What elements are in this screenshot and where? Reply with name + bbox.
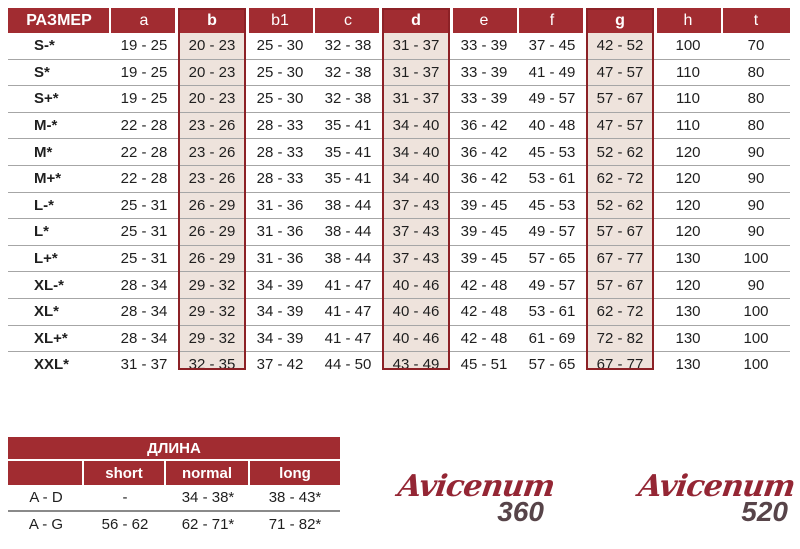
logo-avicenum-360 [395, 469, 557, 527]
size-cell-b1: 34 - 39 [246, 325, 314, 352]
size-cell-d: 40 - 46 [382, 272, 450, 299]
size-table-header-row [8, 8, 790, 33]
size-cell-f: 49 - 57 [518, 272, 586, 299]
length-cell: 71 - 82* [268, 516, 322, 533]
size-cell-c: 41 - 47 [314, 298, 382, 325]
size-cell-d: 40 - 46 [382, 298, 450, 325]
size-label: XL* [8, 298, 110, 325]
size-cell-b: 20 - 23 [178, 59, 246, 86]
size-cell-b: 20 - 23 [178, 86, 246, 113]
size-cell-h: 130 [654, 352, 722, 378]
size-cell-t: 70 [747, 37, 765, 55]
size-cell-t: 80 [722, 59, 790, 86]
size-cell-g: 42 - 52 [596, 37, 644, 55]
column-header-h: h [654, 8, 722, 33]
size-cell-c: 41 - 47 [314, 272, 382, 299]
header-gap [109, 8, 111, 33]
size-cell-b: 23 - 26 [178, 165, 246, 192]
length-row-ad [8, 485, 340, 510]
size-cell-t: 80 [722, 112, 790, 139]
logo-brand-text: Avicenum [395, 469, 557, 504]
header-gap [450, 8, 453, 33]
size-cell-c: 38 - 44 [314, 219, 382, 246]
size-cell-f: 45 - 53 [518, 139, 586, 166]
size-cell-c: 38 - 44 [314, 192, 382, 219]
size-cell-t: 100 [722, 352, 790, 378]
size-row-xl [8, 298, 790, 325]
size-label: S* [8, 59, 110, 86]
size-cell-h: 130 [654, 325, 722, 352]
column-header-size: РАЗМЕР [8, 8, 110, 33]
size-label: S+* [8, 86, 110, 113]
size-cell-b: 29 - 32 [178, 272, 246, 299]
size-label: XXL* [8, 352, 110, 378]
size-cell-e: 39 - 45 [450, 245, 518, 272]
size-cell-c: 44 - 50 [314, 352, 382, 378]
size-cell-e: 33 - 39 [450, 59, 518, 86]
size-label: M* [8, 139, 110, 166]
size-cell-a: 31 - 37 [110, 352, 178, 378]
size-cell-h: 120 [654, 165, 722, 192]
size-cell-b1: 31 - 36 [246, 219, 314, 246]
size-cell-b1: 25 - 30 [246, 59, 314, 86]
size-cell-e: 42 - 48 [450, 325, 518, 352]
size-table-grid [8, 8, 790, 378]
length-table [8, 437, 340, 537]
size-label: L+* [8, 245, 110, 272]
size-cell-b1: 37 - 42 [246, 352, 314, 378]
size-cell-f: 49 - 57 [518, 86, 586, 113]
size-cell-d: 37 - 43 [382, 245, 450, 272]
size-cell-h: 110 [654, 59, 722, 86]
size-cell-b: 23 - 26 [178, 139, 246, 166]
size-cell-a: 28 - 34 [110, 298, 178, 325]
size-cell-b: 29 - 32 [178, 325, 246, 352]
size-cell-f: 45 - 53 [518, 192, 586, 219]
column-header-e: e [450, 8, 518, 33]
header-gap [313, 8, 315, 33]
size-cell-f: 41 - 49 [518, 59, 586, 86]
size-cell-g: 52 - 62 [586, 139, 654, 166]
size-cell-f: 49 - 57 [518, 219, 586, 246]
length-column-header-short: short [84, 461, 164, 485]
size-row-m [8, 165, 790, 192]
size-row-xxl [8, 352, 790, 378]
size-cell-g: 62 - 72 [586, 165, 654, 192]
size-cell-d: 37 - 43 [382, 192, 450, 219]
size-cell-t: 90 [722, 139, 790, 166]
size-cell-e: 33 - 39 [450, 86, 518, 113]
size-cell-t: 100 [722, 245, 790, 272]
size-cell-g: 57 - 67 [586, 219, 654, 246]
size-cell-a: 19 - 25 [110, 86, 178, 113]
size-cell-b1: 25 - 30 [256, 37, 304, 55]
size-cell-a: 19 - 25 [120, 37, 168, 55]
length-cell: 56 - 62 [101, 516, 149, 533]
size-label: L* [8, 219, 110, 246]
size-cell-c: 35 - 41 [314, 112, 382, 139]
size-cell-f: 61 - 69 [518, 325, 586, 352]
size-cell-g: 67 - 77 [586, 245, 654, 272]
size-cell-d: 31 - 37 [392, 37, 440, 55]
length-table-title: ДЛИНА [8, 437, 340, 459]
column-header-c: c [314, 8, 382, 33]
size-cell-f: 37 - 45 [528, 37, 576, 55]
size-cell-f: 53 - 61 [518, 298, 586, 325]
size-cell-e: 36 - 42 [450, 165, 518, 192]
size-cell-d: 34 - 40 [382, 112, 450, 139]
size-row-l [8, 192, 790, 219]
column-header-f: f [518, 8, 586, 33]
size-cell-a: 22 - 28 [110, 139, 178, 166]
logo-model-number: 360 [497, 496, 544, 527]
size-cell-a: 25 - 31 [110, 245, 178, 272]
size-cell-c: 38 - 44 [314, 245, 382, 272]
logo-avicenum-520 [634, 469, 797, 527]
size-cell-g: 47 - 57 [586, 59, 654, 86]
length-subheader-empty [8, 461, 82, 485]
size-label: XL-* [8, 272, 110, 299]
size-row-s [8, 33, 790, 59]
size-cell-t: 90 [722, 272, 790, 299]
size-cell-b: 26 - 29 [178, 219, 246, 246]
size-cell-g: 57 - 67 [586, 86, 654, 113]
size-cell-h: 110 [654, 86, 722, 113]
size-cell-e: 36 - 42 [450, 112, 518, 139]
size-cell-a: 28 - 34 [110, 272, 178, 299]
length-row-ag [8, 510, 340, 537]
size-cell-b: 26 - 29 [178, 245, 246, 272]
size-cell-c: 32 - 38 [314, 86, 382, 113]
size-cell-b1: 34 - 39 [246, 298, 314, 325]
logo-brand-text: Avicenum [636, 469, 797, 504]
size-cell-d: 34 - 40 [382, 165, 450, 192]
size-cell-b: 26 - 29 [178, 192, 246, 219]
size-cell-d: 34 - 40 [382, 139, 450, 166]
size-label: S-* [34, 37, 55, 55]
size-cell-f: 53 - 61 [518, 165, 586, 192]
size-cell-c: 35 - 41 [314, 139, 382, 166]
length-cell: 34 - 38* [181, 489, 235, 506]
size-cell-e: 39 - 45 [450, 219, 518, 246]
size-cell-h: 120 [654, 192, 722, 219]
size-cell-g: 52 - 62 [586, 192, 654, 219]
size-label: M+* [8, 165, 110, 192]
size-cell-e: 45 - 51 [450, 352, 518, 378]
size-cell-d: 31 - 37 [382, 86, 450, 113]
size-label: M-* [8, 112, 110, 139]
size-cell-g: 72 - 82 [586, 325, 654, 352]
column-header-g: g [586, 8, 654, 33]
size-cell-e: 36 - 42 [450, 139, 518, 166]
size-row-xl [8, 272, 790, 299]
size-cell-b1: 31 - 36 [246, 245, 314, 272]
size-cell-f: 40 - 48 [518, 112, 586, 139]
size-row-s [8, 86, 790, 113]
header-gap [175, 8, 178, 33]
size-cell-e: 42 - 48 [450, 272, 518, 299]
size-row-m [8, 112, 790, 139]
size-label: XL+* [8, 325, 110, 352]
column-header-t: t [722, 8, 790, 33]
length-column-header-normal: normal [166, 461, 248, 485]
size-cell-g: 57 - 67 [586, 272, 654, 299]
size-cell-f: 57 - 65 [518, 245, 586, 272]
logo-model-number: 520 [741, 496, 788, 527]
size-cell-t: 100 [722, 325, 790, 352]
header-gap [583, 8, 586, 33]
size-cell-c: 35 - 41 [314, 165, 382, 192]
size-cell-d: 37 - 43 [382, 219, 450, 246]
size-cell-a: 19 - 25 [110, 59, 178, 86]
size-cell-h: 120 [654, 139, 722, 166]
size-cell-b1: 34 - 39 [246, 272, 314, 299]
size-cell-e: 42 - 48 [450, 298, 518, 325]
header-gap [517, 8, 519, 33]
length-cell: 38 - 43* [268, 489, 322, 506]
length-row-label: A - G [28, 516, 64, 533]
length-cell: - [122, 489, 128, 506]
size-cell-b1: 28 - 33 [246, 112, 314, 139]
size-cell-b: 29 - 32 [178, 298, 246, 325]
size-cell-a: 22 - 28 [110, 112, 178, 139]
size-cell-h: 130 [654, 298, 722, 325]
size-cell-d: 31 - 37 [382, 59, 450, 86]
column-header-d: d [382, 8, 450, 33]
size-row-xl [8, 325, 790, 352]
size-table [8, 8, 790, 372]
size-cell-h: 120 [654, 272, 722, 299]
column-header-b: b [178, 8, 246, 33]
size-cell-g: 47 - 57 [586, 112, 654, 139]
size-cell-a: 25 - 31 [110, 192, 178, 219]
size-cell-b1: 28 - 33 [246, 139, 314, 166]
size-cell-b1: 31 - 36 [246, 192, 314, 219]
column-header-a: a [110, 8, 178, 33]
size-cell-h: 100 [675, 37, 701, 55]
size-cell-t: 90 [722, 192, 790, 219]
size-cell-t: 90 [722, 165, 790, 192]
length-table-subheader [8, 461, 340, 485]
size-cell-h: 120 [654, 219, 722, 246]
size-cell-t: 100 [722, 298, 790, 325]
size-cell-t: 90 [722, 219, 790, 246]
length-column-header-long: long [250, 461, 340, 485]
size-cell-b: 23 - 26 [178, 112, 246, 139]
size-row-l [8, 245, 790, 272]
size-cell-t: 80 [722, 86, 790, 113]
size-cell-b: 20 - 23 [188, 37, 236, 55]
size-cell-h: 110 [654, 112, 722, 139]
length-row-label: A - D [29, 489, 63, 506]
size-label: L-* [8, 192, 110, 219]
size-cell-b1: 25 - 30 [246, 86, 314, 113]
size-cell-e: 33 - 39 [460, 37, 508, 55]
header-gap [721, 8, 723, 33]
size-cell-e: 39 - 45 [450, 192, 518, 219]
header-gap [379, 8, 382, 33]
length-cell: 62 - 71* [181, 516, 235, 533]
size-cell-c: 32 - 38 [314, 59, 382, 86]
size-cell-a: 28 - 34 [110, 325, 178, 352]
size-cell-d: 43 - 49 [382, 352, 450, 378]
size-cell-d: 40 - 46 [382, 325, 450, 352]
size-cell-a: 22 - 28 [110, 165, 178, 192]
size-cell-h: 130 [654, 245, 722, 272]
size-cell-b: 32 - 35 [178, 352, 246, 378]
size-cell-g: 67 - 77 [586, 352, 654, 378]
column-header-b1: b1 [246, 8, 314, 33]
size-cell-c: 32 - 38 [324, 37, 372, 55]
size-cell-a: 25 - 31 [110, 219, 178, 246]
size-cell-b1: 28 - 33 [246, 165, 314, 192]
size-cell-f: 57 - 65 [518, 352, 586, 378]
size-cell-c: 41 - 47 [314, 325, 382, 352]
size-cell-g: 62 - 72 [586, 298, 654, 325]
header-gap [246, 8, 249, 33]
size-row-l [8, 219, 790, 246]
size-row-m [8, 139, 790, 166]
size-row-s [8, 59, 790, 86]
header-gap [654, 8, 657, 33]
